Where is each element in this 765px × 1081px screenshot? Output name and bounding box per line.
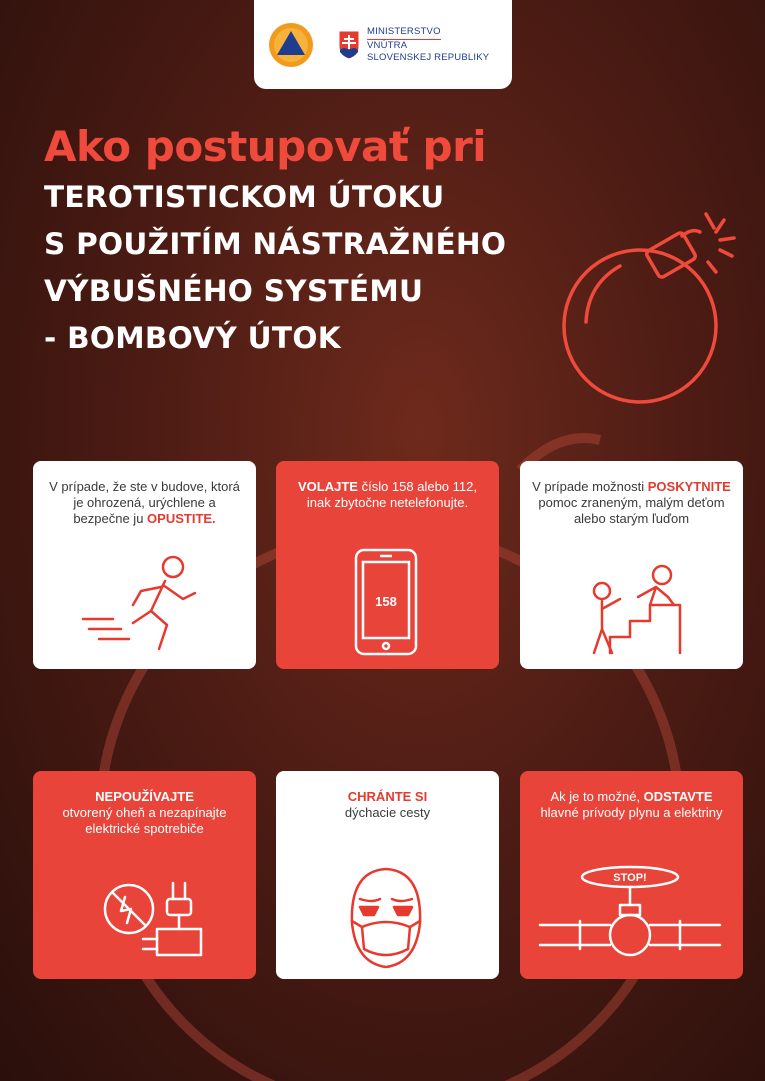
civil-protection-logo-icon: [268, 22, 314, 68]
title-lead: Ako postupovať pri: [44, 122, 487, 171]
card-no-fire-electricity: [33, 771, 256, 979]
bomb-icon: [558, 206, 748, 412]
title-main: [44, 174, 506, 362]
title-line-4: VÝBUŠNÉHO SYSTÉMU: [44, 274, 424, 308]
running-person-icon: [33, 553, 256, 661]
card-text: Ak je to možné, ODSTAVTE hlavné prívody plynu a elektriny: [540, 789, 723, 820]
card-leave-building: [33, 461, 256, 669]
card-text: NEPOUŽÍVAJTE otvorený oheň a nezapínajte elektrické spotrebiče: [62, 789, 227, 836]
slovak-coat-of-arms-icon: [338, 30, 360, 60]
stop-label: STOP!: [613, 872, 647, 884]
title-line-5: - BOMBOVÝ ÚTOK: [44, 321, 341, 355]
card-shut-off-utilities: [520, 771, 743, 979]
card-protect-airways: [276, 771, 499, 979]
card-text: VOLAJTE číslo 158 alebo 112, inak zbytočne netelefonujte.: [298, 479, 477, 510]
card-text: V prípade, že ste v budove, ktorá je ohrozená, urýchlene a bezpečne ju OPUSTITE.: [49, 479, 240, 526]
phone-number: 158: [375, 594, 397, 609]
phone-icon: [276, 543, 499, 661]
face-mask-icon: [276, 863, 499, 971]
card-text: V prípade možnosti POSKYTNITE pomoc zraneným, malým deťom alebo starým ľuďom: [532, 479, 731, 526]
ministry-name-line3: SLOVENSKEJ REPUBLIKY: [367, 51, 490, 63]
card-provide-help: [520, 461, 743, 669]
card-call-emergency: [276, 461, 499, 669]
logo-bar: [254, 0, 512, 89]
title-line-3: S POUŽITÍM NÁSTRAŽNÉHO: [44, 227, 507, 261]
no-electric-plug-icon: [33, 863, 256, 971]
ministry-name-line1: MINISTERSTVO: [367, 26, 441, 40]
stop-valve-icon: [520, 863, 743, 971]
ministry-logo: [338, 26, 489, 64]
ministry-name-line2: VNÚTRA: [367, 39, 408, 51]
helping-hand-icon: [520, 553, 743, 661]
title-line-2: TEROTISTICKOM ÚTOKU: [44, 180, 445, 214]
card-text: CHRÁNTE SI dýchacie cesty: [344, 789, 431, 820]
